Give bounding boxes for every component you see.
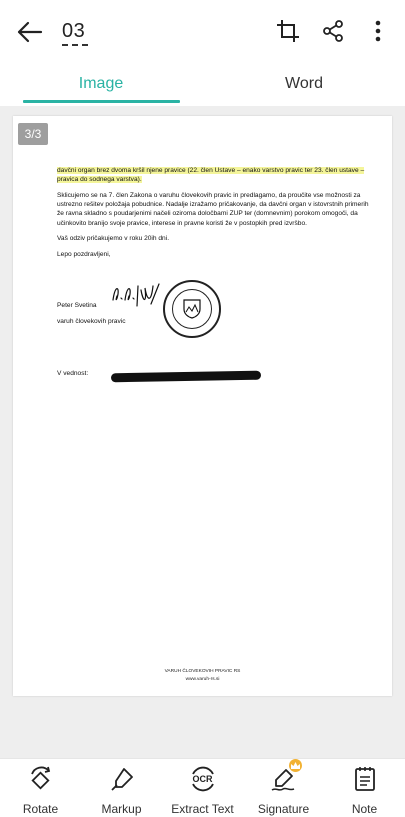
handwritten-signature <box>111 280 161 308</box>
note-icon <box>351 765 379 793</box>
signer-role: varuh človekovih pravic <box>57 318 126 325</box>
doc-footer-org: VARUH ČLOVEKOVIH PRAVIC RS <box>164 669 241 674</box>
extract-text-button[interactable] <box>162 765 243 817</box>
stamp-crest <box>172 289 212 329</box>
tab-image[interactable]: Image <box>78 75 124 92</box>
share-icon[interactable] <box>318 16 348 46</box>
greeting: Lepo pozdravljeni, <box>57 250 111 258</box>
redacted-text <box>111 371 261 383</box>
ocr-icon-text: OCR <box>192 774 213 784</box>
rotate-button[interactable] <box>0 765 81 817</box>
paragraph: Sklicujemo se na 7. člen Zakona o varuhu človekovih pravic in predlagamo, da proučite vse možnosti za ustrezno rešitev položaja pobudnice. Nadalje izražamo pričakovanje, da davčni organ v istovrstnih primerih že ravna skladno s poudarjenimi načeli oziroma določbami ZUP ter (domnevnim) porokom omogoči, da učinkovito branijo svoje pravice, interese in pravne koristi že v postopkih pred izvršbo. <box>57 191 369 227</box>
cc-label: V vednost: <box>57 370 89 377</box>
document-body <box>57 166 377 265</box>
title-underline <box>62 44 88 46</box>
top-app-bar <box>0 0 405 62</box>
rotate-label: Rotate <box>22 802 59 816</box>
markup-button[interactable] <box>81 765 162 817</box>
markup-label: Markup <box>101 802 142 816</box>
ocr-icon <box>189 765 217 793</box>
back-arrow-icon[interactable] <box>14 16 46 48</box>
markup-icon <box>108 765 136 793</box>
note-label: Note <box>351 802 378 816</box>
crop-icon[interactable] <box>273 16 303 46</box>
doc-footer-url: www.varuh-rs.si <box>185 677 220 682</box>
document-title[interactable]: 03 <box>62 20 86 42</box>
tab-word[interactable]: Word <box>285 75 323 92</box>
note-button[interactable] <box>324 765 405 817</box>
paragraph: Vaš odziv pričakujemo v roku 20ih dni. <box>57 235 170 243</box>
signer-name: Peter Svetina <box>57 302 97 309</box>
rotate-icon <box>27 765 55 793</box>
document-page[interactable] <box>13 116 392 696</box>
extract-text-label: Extract Text <box>171 802 234 816</box>
page-counter-badge: 3/3 <box>18 123 48 145</box>
more-vertical-icon[interactable] <box>363 16 393 46</box>
highlighted-paragraph: davčni organ brez dvoma kršil njene pravice (22. člen Ustave – enako varstvo pravic ter 23. člen ustave – pravica do sodnega varstva). <box>57 167 365 184</box>
signature-icon <box>270 765 298 793</box>
bottom-toolbar <box>0 758 405 817</box>
signature-button[interactable] <box>243 765 324 817</box>
view-tabs <box>0 62 405 106</box>
premium-crown-icon <box>289 759 302 772</box>
document-viewer[interactable] <box>0 106 405 758</box>
active-tab-indicator <box>23 100 180 103</box>
official-stamp <box>163 280 221 338</box>
signature-label: Signature <box>257 802 310 816</box>
